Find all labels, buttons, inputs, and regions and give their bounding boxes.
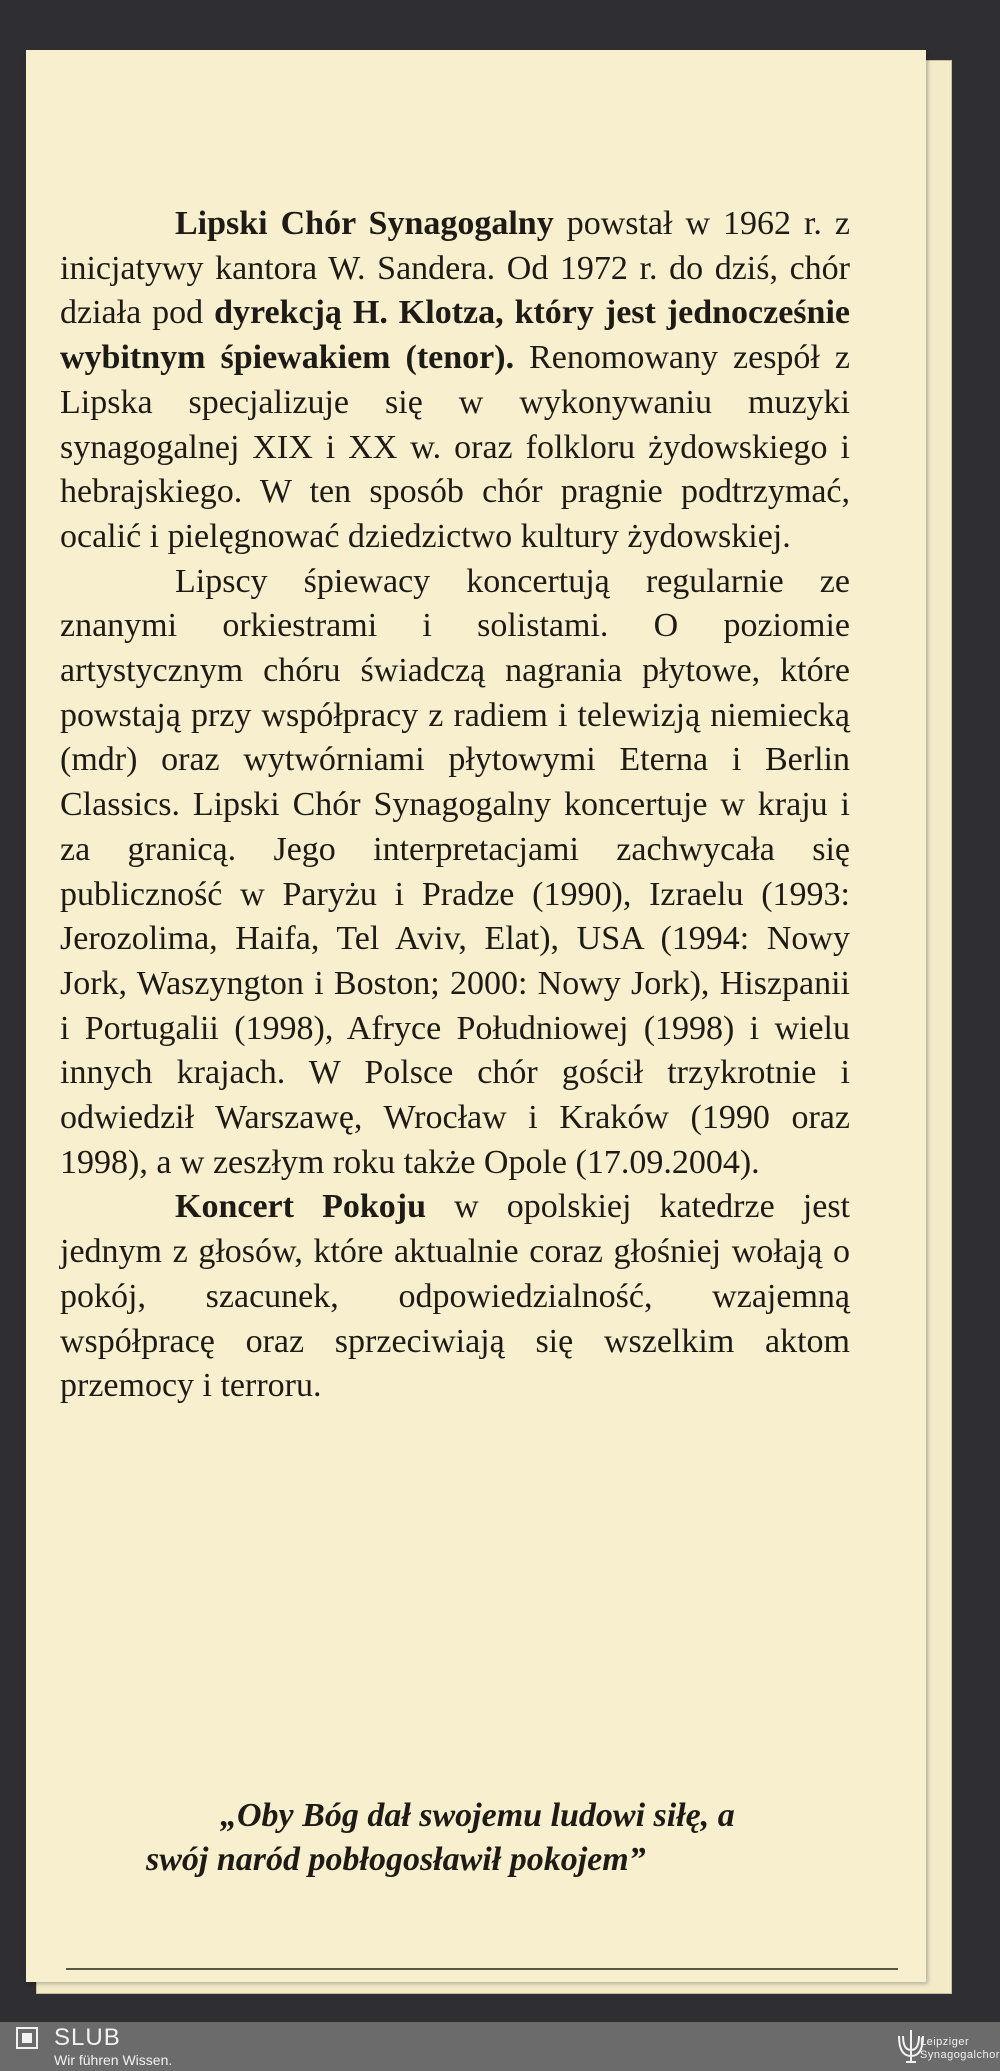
bold-run: Lipski Chór Synagogalny <box>175 205 554 242</box>
paragraph-3 <box>60 1185 850 1409</box>
body-text <box>60 202 850 1409</box>
slub-logo-icon[interactable] <box>16 2027 38 2049</box>
choir-name-line-1: Leipziger <box>920 2036 970 2048</box>
text-run: powstał w 1962 r. z inicjatywy kantora W. Sandera. Od 1972 r. do dziś, chór działa pod <box>60 205 851 332</box>
slub-tagline: Wir führen Wissen. <box>54 2052 173 2068</box>
footer-bar <box>0 2022 1000 2071</box>
choir-name-line-2: Synagogalchor <box>920 2049 1000 2061</box>
paragraph-1 <box>60 202 850 560</box>
paragraph-2 <box>60 560 850 1186</box>
page-bottom-rule <box>66 1968 898 1970</box>
bold-run: Koncert Pokoju <box>175 1188 426 1226</box>
quote-line-1: „Oby Bóg dał swojemu ludowi siłę, a <box>220 1797 735 1834</box>
text-run: Renomowany zespół z Lipska specjalizuje się w wykonywaniu muzyki synagogalnej XIX i XX w. oraz folkloru żydowskiego i hebrajskiego. W ten sposób chór pragnie podtrzymać, ocalić i pielęgnować dziedzictwo kultury żydowskiej. <box>60 339 850 555</box>
text-run: Lipscy śpiewacy koncertują regularnie ze znanymi orkiestrami i solistami. O poziomie artystycznym chóru świadczą nagrania płytowe, które powstają przy współpracy z radiem i telewizją niemiecką (mdr) oraz wytwórniami płytowymi Eterna i Berlin Classics. Lipski Chór Synagogalny koncertuje w kraju i za granicą. Jego interpretacjami zachwycała się publiczność w Paryżu i Pradze (1990), Izraelu (1993: Jerozolima, Haifa, Tel Aviv, Elat), USA (1994: Nowy Jork, Waszyngton i Boston; 2000: Nowy Jork), Hiszpanii i Portugalii (1998), Afryce Południowej (1998) i wielu innych krajach. W Polsce chór gościł trzykrotnie i odwiedził Warszawę, Wrocław i Kraków (1990 oraz 1998), a w zeszłym roku także Opole (17.09.2004). <box>60 562 850 1181</box>
text-run: w opolskiej katedrze jest jednym z głosów, które aktualnie coraz głośniej wołają o pokój, szacunek, odpowiedzialność, wzajemną współpracę oraz sprzeciwiają się wszelkim aktom przemocy i terroru. <box>60 1188 851 1405</box>
document-page <box>26 50 926 1982</box>
slub-name[interactable]: SLUB <box>54 2024 121 2051</box>
bold-run: dyrekcją H. Klotza, który jest jednocześnie wybitnym śpiewakiem (tenor). <box>60 294 850 377</box>
quote-line-2: swój naród pobłogosławił pokojem” <box>146 1841 646 1878</box>
choir-name <box>920 2036 1000 2062</box>
closing-quote <box>146 1794 846 1882</box>
